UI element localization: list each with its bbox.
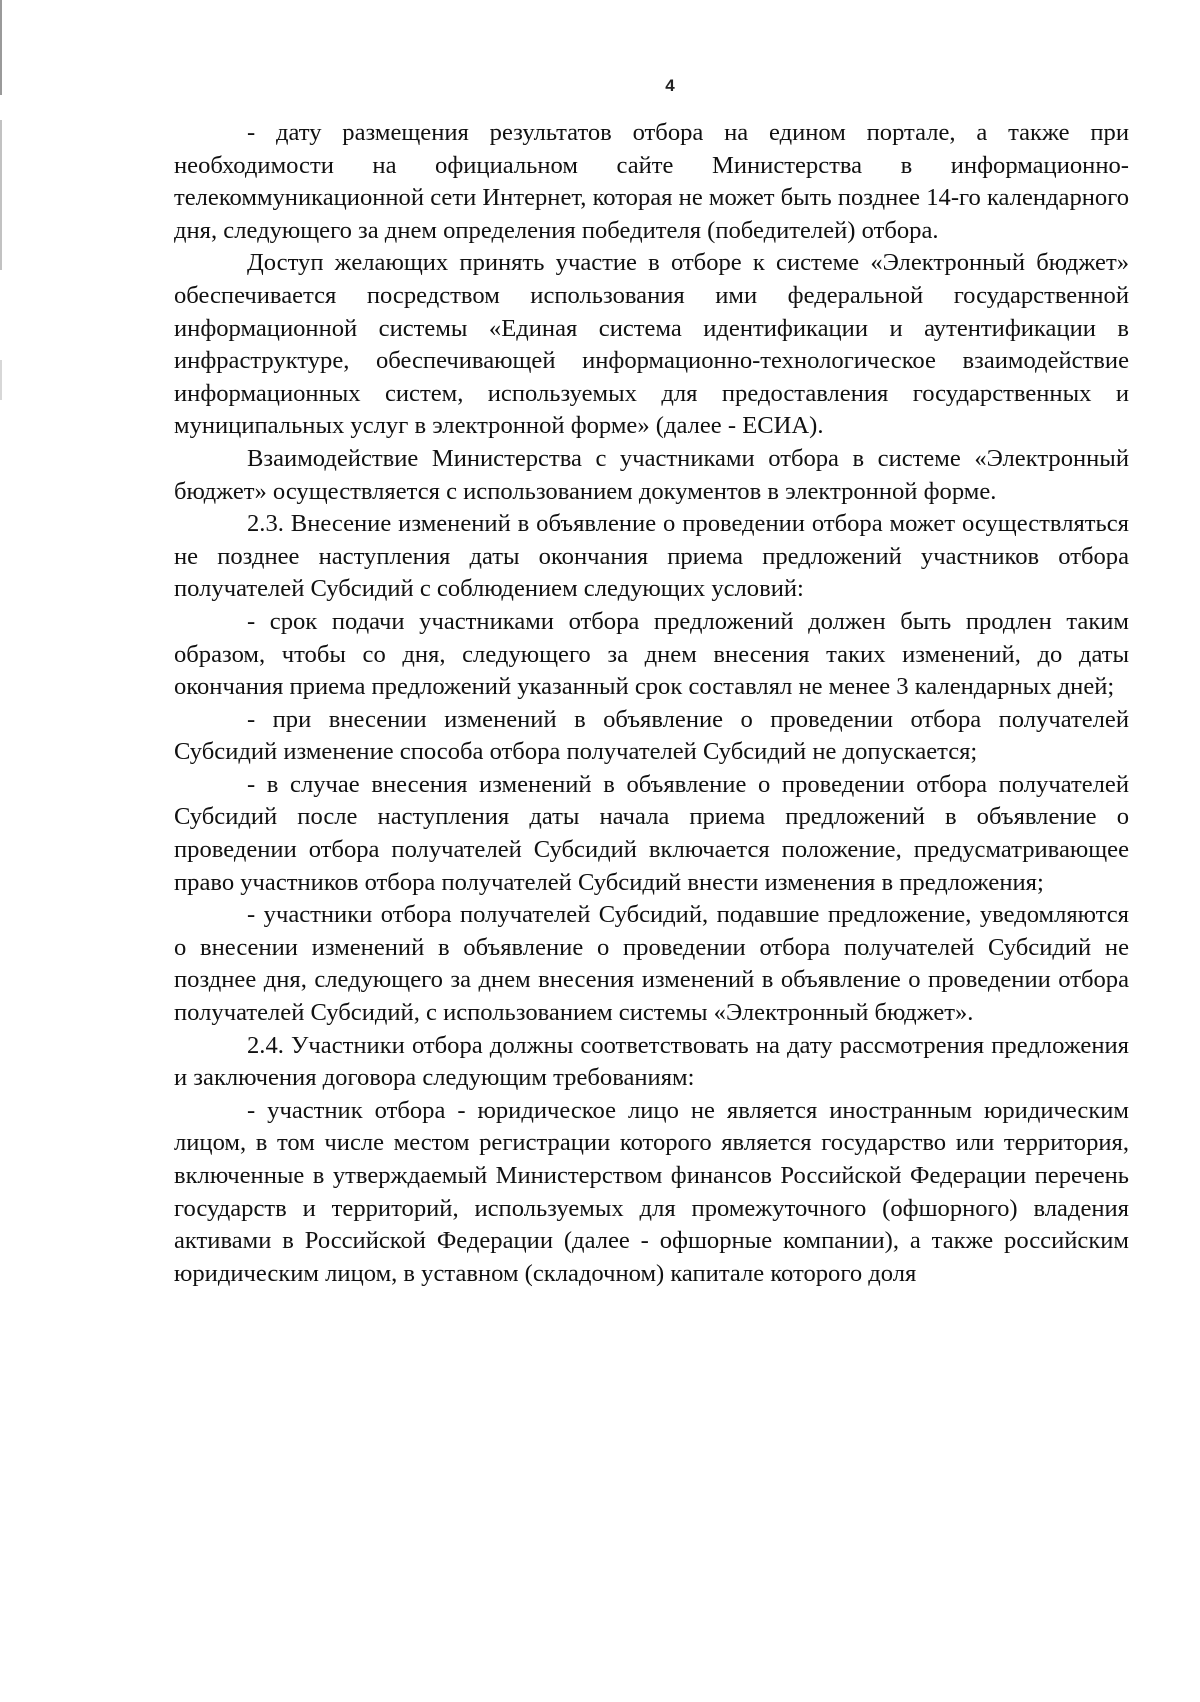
- paragraph-method-change: - при внесении изменений в объявление о проведении отбора получателей Субсидий изменение способа отбора получателей Субсидий не допускается;: [174, 705, 1129, 766]
- paragraph-notification: - участники отбора получателей Субсидий, подавшие предложение, уведомляются о внесении изменений в объявление о проведении отбора получателей Субсидий не позднее дня, следующего за днем внесения изменений в объявление о проведении отбора получателей Субсидий, с использованием системы «Электронный бюджет».: [174, 901, 1129, 1027]
- paragraph-results-date: - дату размещения результатов отбора на едином портале, а также при необходимости на официальном сайте Министерства в информационно-телекоммуникационной сети Интернет, которая не может быть позднее 14-го календарного дня, следующего за днем определения победителя (победителей) отбора.: [174, 119, 1129, 244]
- paragraph-section-2-4: 2.4. Участники отбора должны соответствовать на дату рассмотрения предложения и заключения договора следующим требованиям:: [174, 1031, 1129, 1092]
- paragraph-offshore-requirement: - участник отбора - юридическое лицо не является иностранным юридическим лицом, в том числе местом регистрации которого является государство или территория, включенные в утверждаемый Министерством финансов Российской Федерации перечень государств и территорий, используемых для промежуточного (офшорного) владения активами в Российской Федерации (далее - офшорные компании), а также российским юридическим лицом, в уставном (складочном) капитале которого доля: [174, 1096, 1129, 1287]
- paragraph-access-esia: Доступ желающих принять участие в отборе к системе «Электронный бюджет» обеспечивается посредством использования ими федеральной государственной информационной системы «Единая система идентификации и аутентификации в инфраструктуре, обеспечивающей информационно-технологическое взаимодействие информационных систем, используемых для предоставления государственных и муниципальных услуг в электронной форме» (далее - ЕСИА).: [174, 249, 1129, 440]
- paragraph-proposal-changes: - в случае внесения изменений в объявление о проведении отбора получателей Субсидий после наступления даты начала приема предложений в объявление о проведении отбора получателей Субсидий включается положение, предусматривающее право участников отбора получателей Субсидий внести изменения в предложения;: [174, 770, 1129, 896]
- paragraph-section-2-3: 2.3. Внесение изменений в объявление о проведении отбора может осуществляться не позднее наступления даты окончания приема предложений участников отбора получателей Субсидий с соблюдением следующих условий:: [174, 510, 1129, 603]
- scan-edge-mark: [0, 360, 2, 400]
- document-body: [174, 117, 1129, 1290]
- paragraph-deadline-extension: - срок подачи участниками отбора предложений должен быть продлен таким образом, чтобы со дня, следующего за днем внесения таких изменений, до даты окончания приема предложений указанный срок составлял не менее 3 календарных дней;: [174, 607, 1129, 701]
- page-number: 4: [665, 76, 675, 95]
- paragraph-interaction: Взаимодействие Министерства с участниками отбора в системе «Электронный бюджет» осуществляется с использованием документов в электронной форме.: [174, 444, 1129, 505]
- scan-edge-mark: [0, 120, 2, 270]
